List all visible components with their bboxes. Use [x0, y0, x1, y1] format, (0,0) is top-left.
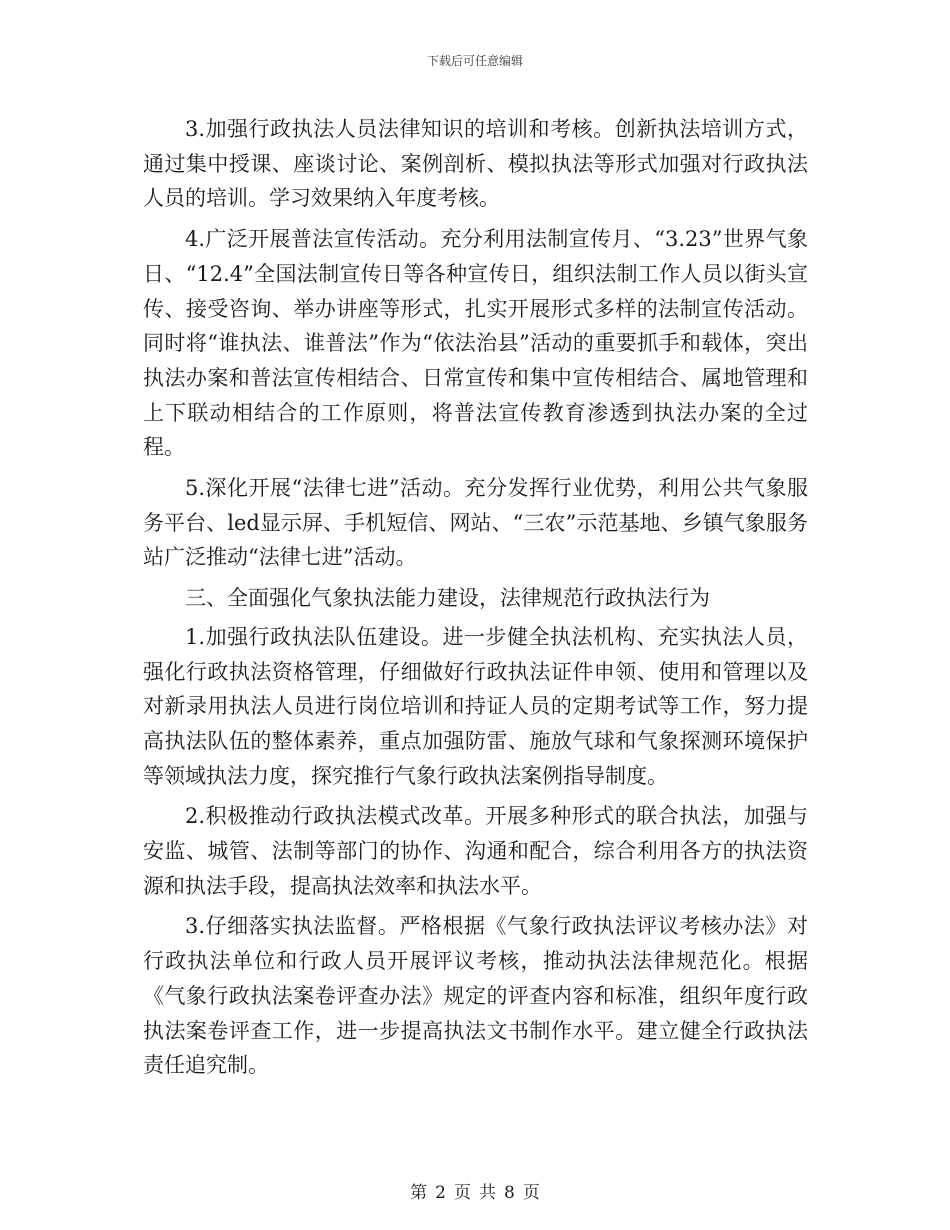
page-number-footer [0, 1178, 950, 1203]
footer-page-word: 页 [454, 1183, 471, 1203]
document-body [143, 112, 808, 1089]
paragraph-law-seven: 5.深化开展“法律七进”活动。充分发挥行业优势，利用公共气象服务平台、led显示屏、手机短信、网站、“三农”示范基地、乡镇气象服务站广泛推动“法律七进”活动。 [143, 476, 808, 570]
footer-total-pages: 8 [504, 1183, 515, 1203]
footer-total-word: 共 [479, 1183, 496, 1203]
paragraph-supervision: 3.仔细落实执法监督。严格根据《气象行政执法评议考核办法》对行政执法单位和行政人员开展评议考核，推动执法法律规范化。根据《气象行政执法案卷评查办法》规定的评查内容和标准，组织年度行政执法案卷评查工作，进一步提高执法文书制作水平。建立健全行政执法责任追究制。 [143, 914, 808, 1078]
page-header-note: 下载后可任意编辑 [426, 54, 523, 68]
section-heading-three: 三、全面强化气象执法能力建设，法律规范行政执法行为 [185, 586, 710, 611]
footer-current-page: 2 [435, 1183, 446, 1203]
paragraph-reform: 2.积极推动行政执法模式改革。开展多种形式的联合执法，加强与安监、城管、法制等部门的协作、沟通和配合，综合利用各方的执法资源和执法手段，提高执法效率和执法水平。 [143, 804, 808, 898]
footer-suffix: 页 [522, 1183, 540, 1203]
paragraph-training: 3.加强行政执法人员法律知识的培训和考核。创新执法培训方式，通过集中授课、座谈讨论、案例剖析、模拟执法等形式加强对行政执法人员的培训。学习效果纳入年度考核。 [143, 117, 808, 211]
paragraph-publicity: 4.广泛开展普法宣传活动。充分利用法制宣传月、“3.23”世界气象日、“12.4”全国法制宣传日等各种宣传日，组织法制工作人员以街头宣传、接受咨询、举办讲座等形式，扎实开展形式多样的法制宣传活动。同时将“谁执法、谁普法”作为“依法治县”活动的重要抓手和载体，突出执法办案和普法宣传相结合、日常宣传和集中宣传相结合、属地管理和上下联动相结合的工作原则，将普法宣传教育渗透到执法办案的全过程。 [143, 227, 808, 460]
paragraph-team-building: 1.加强行政执法队伍建设。进一步健全执法机构、充实执法人员，强化行政执法资格管理，仔细做好行政执法证件申领、使用和管理以及对新录用执法人员进行岗位培训和持证人员的定期考试等工作，努力提高执法队伍的整体素养，重点加强防雷、施放气球和气象探测环境保护等领域执法力度，探究推行气象行政执法案例指导制度。 [143, 624, 808, 788]
footer-prefix: 第 [410, 1183, 428, 1203]
